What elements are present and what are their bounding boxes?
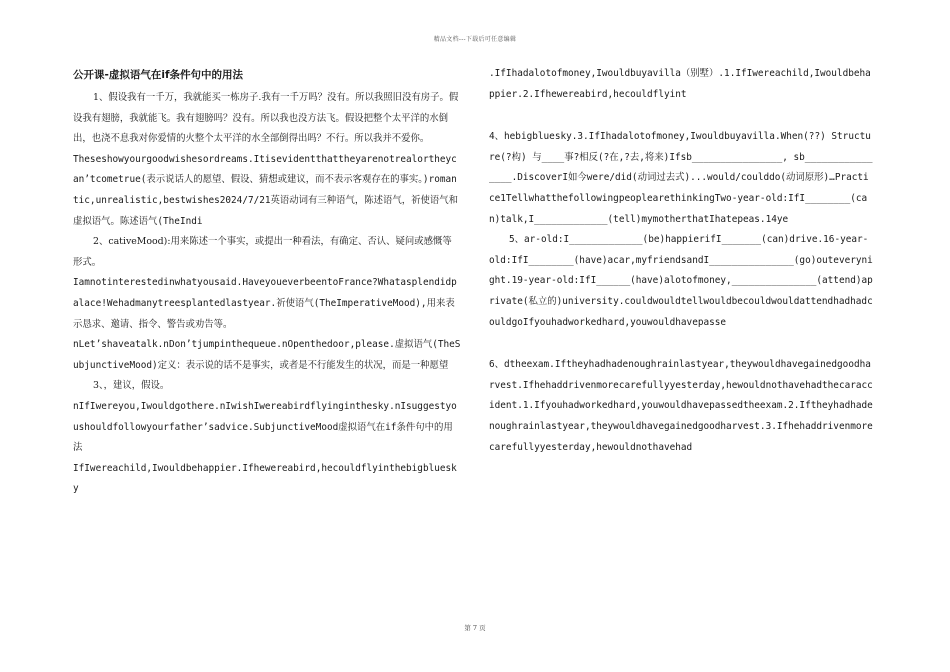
paragraph: nLet’shaveatalk.nDon’tjumpinthequeue.nOpenthedoor,please.虚拟语气(TheSubjunctiveMood)定义：表示说的话不是事实，或者是不行能发生的状况，而是一种愿望	[73, 339, 461, 371]
page-header: 精品文档---下载后可任意编辑	[433, 36, 517, 43]
document-title: 公开课-虚拟语气在if条件句中的用法	[73, 69, 244, 81]
paragraph: 6、dtheexam.Iftheyhadhadenoughrainlastyear,theywouldhavegainedgoodharvest.Ifhehaddrivenmorecarefullyyesterday,hewouldnothavehadthecaraccident.1.Ifyouhadworkedhard,youwouldhavepassedtheexam.2.Iftheyhadhadenoughrainlastyear,theywouldhavegainedgoodharvest.3.Ifhehaddrivenmorecarefullyyesterday,hewouldnothavehad	[489, 359, 873, 453]
page-footer: 第 7 页	[464, 624, 486, 632]
paragraph: nIfIwereyou,Iwouldgothere.nIwishIwereabirdflyinginthesky.nIsuggestyoushouldfollowyourfather’sadvice.SubjunctiveMood虚拟语气在if条件句中的用法	[73, 400, 457, 454]
paragraph: 4、hebigbluesky.3.IfIhadalotofmoney,Iwouldbuyavilla.When(??) Structure(?构) 与____事?相反(?在,?去,将来)Ifsb________________, sb________________.DiscoverI如今were/did(动词过去式)...would/coulddo(动词原形)…Practice1TellwhatthefollowingpeoplearethinkingTwo-year-old:IfI________(can)talk,I_____________(tell)mymotherthatIhatepeas.14ye	[489, 131, 873, 225]
paragraph: .IfIhadalotofmoney,Iwouldbuyavilla（别墅）.1.IfIwereachild,Iwouldbehappier.2.Ifhewereabird,hecouldflyint	[489, 68, 871, 100]
paragraph: Theseshowyourgoodwishesordreams.Itisevidentthattheyarenotrealortheycan’tcometrue(表示说话人的愿望、假设、猜想或建议，而不表示客观存在的事实。)romantic,unrealistic,bestwishes2024/7/21英语动词有三种语气，陈述语气，祈使语气和虚拟语气。陈述语气(TheIndi	[73, 153, 459, 227]
right-column	[489, 64, 873, 458]
paragraph: Iamnotinterestedinwhatyousaid.HaveyoueverbeentoFrance?Whatasplendidpalace!Wehadmanytreesplantedlastyear.祈使语气(TheImperativeMood),用来表示恳求、邀请、指令、警告或劝告等。	[73, 277, 457, 330]
paragraph: 3、，建议，假设。	[93, 380, 170, 392]
paragraph: 1、假设我有一千万，我就能买一栋房子.我有一千万吗？没有。所以我照旧没有房子。假设我有翅膀，我就能飞。我有翅膀吗？没有。所以我也没方法飞。假设把整个太平洋的水倒出，也浇不息我对你爱情的火整个太平洋的水全部倒得出吗？不行。所以我并不爱你。	[73, 92, 459, 145]
paragraph: IfIwereachild,Iwouldbehappier.Ifhewereabird,hecouldflyinthebigbluesky	[73, 462, 457, 495]
paragraph: 5、ar-old:I_____________(be)happierifI_______(can)drive.16-year-old:IfI________(have)acar,myfriendsandI_______________(go)outeverynight.19-year-old:IfI______(have)alotofmoney,_______________(attend)aprivate(私立的)university.couldwouldtellwouldbecouldwouldattendhadhadcouldgoIfyouhadworkedhard,youwouldhavepasse	[489, 234, 873, 328]
paragraph: 2、cativeMood):用来陈述一个事实，或提出一种看法，有确定、否认、疑问或感慨等形式。	[73, 236, 452, 268]
left-column	[73, 64, 461, 500]
